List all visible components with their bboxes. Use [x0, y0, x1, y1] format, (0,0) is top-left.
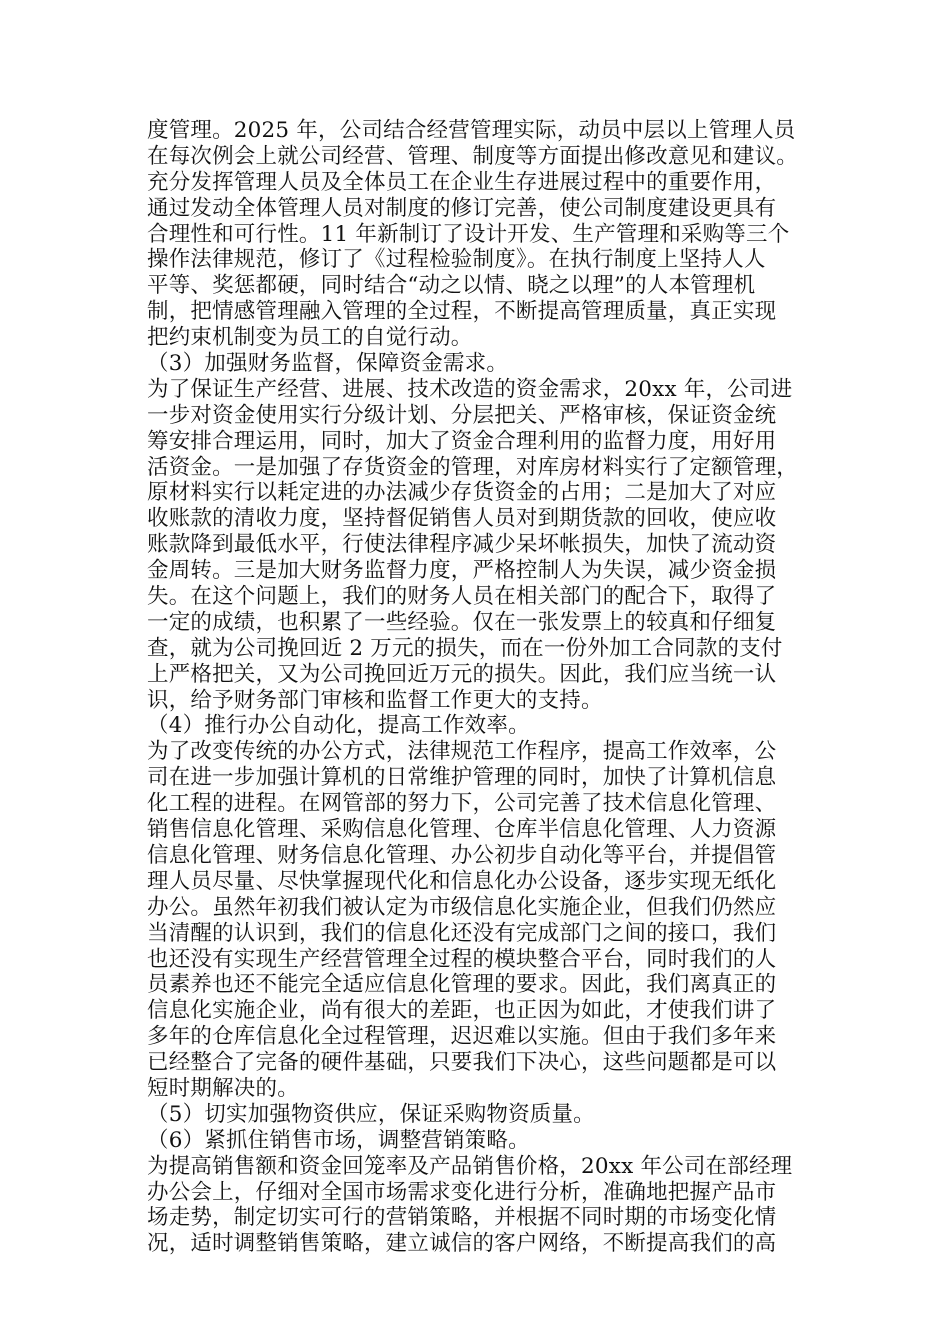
- text-line: 筹安排合理运用，同时，加大了资金合理利用的监督力度，用好用: [147, 428, 777, 454]
- document-body: [147, 118, 807, 1257]
- text-line: 况，适时调整销售策略，建立诚信的客户网络，不断提高我们的高: [147, 1231, 777, 1257]
- text-line: 为了保证生产经营、进展、技术改造的资金需求，20xx 年，公司进: [147, 376, 793, 402]
- text-line: 识，给予财务部门审核和监督工作更大的支持。: [147, 687, 603, 713]
- text-line: 信息化实施企业，尚有很大的差距，也正因为如此，才使我们讲了: [147, 998, 777, 1024]
- text-line: 操作法律规范，修订了《过程检验制度》。在执行制度上坚持人人: [147, 247, 766, 273]
- text-line: 失。在这个问题上，我们的财务人员在相关部门的配合下，取得了: [147, 584, 777, 610]
- text-line: 平等、奖惩都硬，同时结合“动之以情、晓之以理”的人本管理机: [147, 273, 756, 299]
- text-line: 短时期解决的。: [147, 1075, 299, 1101]
- section-heading: （6）紧抓住销售市场，调整营销策略。: [147, 1127, 530, 1153]
- text-line: 充分发挥管理人员及全体员工在企业生存进展过程中的重要作用，: [147, 169, 777, 195]
- text-line: 金周转。三是加大财务监督力度，严格控制人为失误，减少资金损: [147, 558, 777, 584]
- text-line: 度管理。2025 年，公司结合经营管理实际，动员中层以上管理人员: [147, 118, 796, 143]
- text-line: 通过发动全体管理人员对制度的修订完善，使公司制度建设更具有: [147, 195, 777, 221]
- text-line: 一步对资金使用实行分级计划、分层把关、严格审核，保证资金统: [147, 402, 777, 428]
- text-line: 查，就为公司挽回近 2 万元的损失，而在一份外加工合同款的支付: [147, 635, 783, 661]
- text-line: 一定的成绩，也积累了一些经验。仅在一张发票上的较真和仔细复: [147, 609, 777, 635]
- text-line: 上严格把关，又为公司挽回近万元的损失。因此，我们应当统一认: [147, 661, 777, 687]
- text-line: 理人员尽量、尽快掌握现代化和信息化办公设备，逐步实现无纸化: [147, 868, 777, 894]
- text-line: 场走势，制定切实可行的营销策略，并根据不同时期的市场变化情: [147, 1205, 777, 1231]
- text-line: 在每次例会上就公司经营、管理、制度等方面提出修改意见和建议。: [147, 143, 799, 169]
- text-line: 办公。虽然年初我们被认定为市级信息化实施企业，但我们仍然应: [147, 894, 777, 920]
- text-line: 司在进一步加强计算机的日常维护管理的同时，加快了计算机信息: [147, 765, 777, 791]
- section-heading: （3）加强财务监督，保障资金需求。: [147, 351, 509, 377]
- text-line: 为提高销售额和资金回笼率及产品销售价格，20xx 年公司在部经理: [147, 1153, 793, 1179]
- text-line: 当清醒的认识到，我们的信息化还没有完成部门之间的接口，我们: [147, 920, 777, 946]
- text-line: 合理性和可行性。11 年新制订了设计开发、生产管理和采购等三个: [147, 221, 790, 247]
- text-line: 化工程的进程。在网管部的努力下，公司完善了技术信息化管理、: [147, 791, 777, 817]
- text-line: 办公会上，仔细对全国市场需求变化进行分析，准确地把握产品市: [147, 1179, 777, 1205]
- text-line: 已经整合了完备的硬件基础，只要我们下决心，这些问题都是可以: [147, 1050, 777, 1076]
- text-line: 为了改变传统的办公方式，法律规范工作程序，提高工作效率，公: [147, 739, 777, 765]
- text-line: 账款降到最低水平，行使法律程序减少呆坏帐损失，加快了流动资: [147, 532, 777, 558]
- text-line: 员素养也还不能完全适应信息化管理的要求。因此，我们离真正的: [147, 972, 777, 998]
- section-heading: （5）切实加强物资供应，保证采购物资质量。: [147, 1101, 595, 1127]
- section-heading: （4）推行办公自动化，提高工作效率。: [147, 713, 530, 739]
- text-line: 把约束机制变为员工的自觉行动。: [147, 325, 473, 351]
- text-line: 销售信息化管理、采购信息化管理、仓库半信息化管理、人力资源: [147, 817, 777, 843]
- text-line: 也还没有实现生产经营管理全过程的模块整合平台，同时我们的人: [147, 946, 777, 972]
- text-line: 多年的仓库信息化全过程管理，迟迟难以实施。但由于我们多年来: [147, 1024, 777, 1050]
- text-line: 原材料实行以耗定进的办法减少存货资金的占用；二是加大了对应: [147, 480, 777, 506]
- text-line: 收账款的清收力度，坚持督促销售人员对到期货款的回收，使应收: [147, 506, 777, 532]
- text-line: 活资金。一是加强了存货资金的管理，对库房材料实行了定额管理，: [147, 454, 799, 480]
- text-line: 制，把情感管理融入管理的全过程，不断提高管理质量，真正实现: [147, 299, 777, 325]
- text-line: 信息化管理、财务信息化管理、办公初步自动化等平台，并提倡管: [147, 842, 777, 868]
